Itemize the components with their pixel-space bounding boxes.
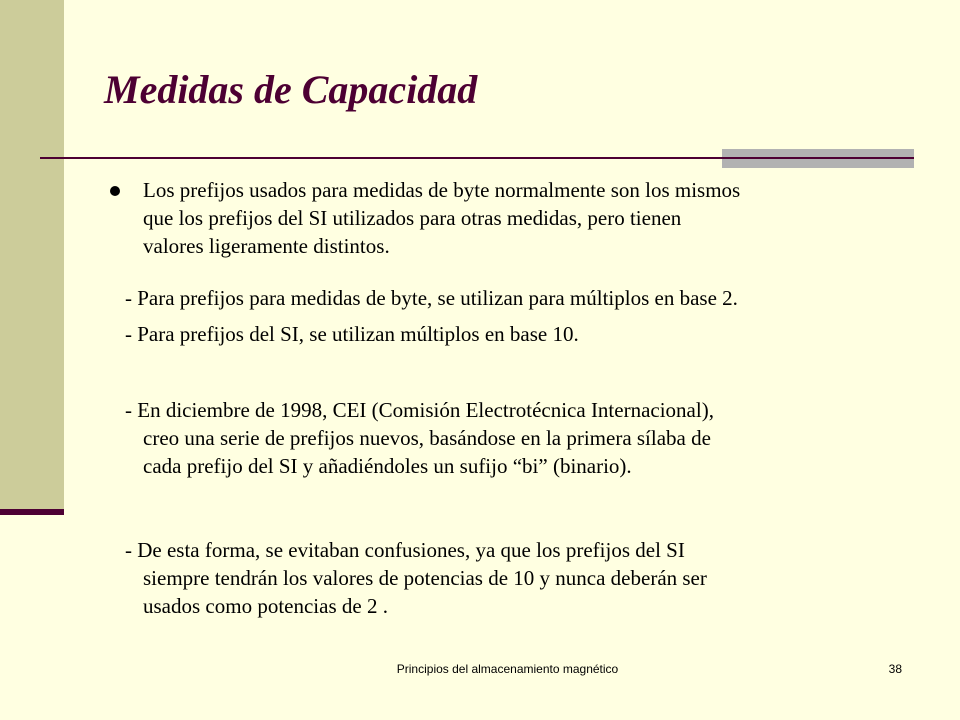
sub-item-line: siempre tendrán los valores de potencias de 10 y nunca deberán ser <box>143 566 707 590</box>
sub-item-line: usados como potencias de 2 . <box>143 594 388 618</box>
sub-item-line: - Para prefijos del SI, se utilizan múltiplos en base 10. <box>125 322 579 346</box>
bullet-paragraph <box>143 176 740 260</box>
page-number: 38 <box>888 662 902 676</box>
sub-item-line: - De esta forma, se evitaban confusiones, ya que los prefijos del SI <box>125 538 685 562</box>
sub-item-si-prefixes <box>125 320 579 348</box>
slide-title: Medidas de Capacidad <box>104 67 478 112</box>
slide-footer: Principios del almacenamiento magnético <box>396 662 619 676</box>
bullet-dot-icon <box>110 186 120 196</box>
sub-item-line: cada prefijo del SI y añadiéndoles un sufijo “bi” (binario). <box>143 454 632 478</box>
bullet-line: que los prefijos del SI utilizados para otras medidas, pero tienen <box>143 206 682 230</box>
bullet-line: Los prefijos usados para medidas de byte normalmente son los mismos <box>143 178 741 202</box>
sub-item-cei <box>125 396 714 480</box>
sub-item-confusions <box>125 536 707 620</box>
sub-item-byte-prefixes <box>125 284 738 312</box>
sub-item-line: creo una serie de prefijos nuevos, basándose en la primera sílaba de <box>143 426 711 450</box>
sub-item-line: - En diciembre de 1998, CEI (Comisión Electrotécnica Internacional), <box>125 398 714 422</box>
bullet-line: valores ligeramente distintos. <box>143 234 390 258</box>
sub-item-line: - Para prefijos para medidas de byte, se utilizan para múltiplos en base 2. <box>125 286 738 310</box>
